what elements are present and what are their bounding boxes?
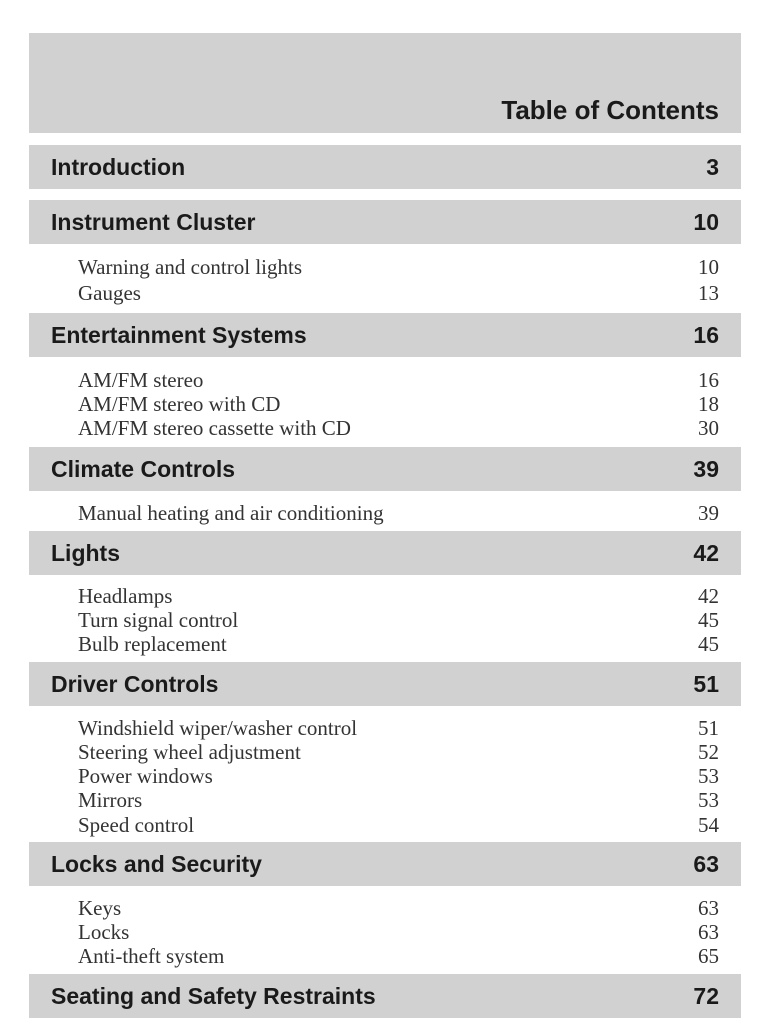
toc-section-introduction[interactable] bbox=[29, 145, 741, 189]
toc-entry-title[interactable]: Bulb replacement bbox=[78, 632, 227, 656]
toc-section-driver-controls[interactable] bbox=[29, 662, 741, 706]
toc-entry-title[interactable]: Anti-theft system bbox=[78, 944, 225, 968]
toc-entry-page: 16 bbox=[698, 368, 719, 392]
toc-entry-page: 54 bbox=[698, 813, 719, 837]
section-page-number: 42 bbox=[693, 540, 719, 566]
toc-entry-page: 65 bbox=[698, 944, 719, 968]
section-title: Climate Controls bbox=[51, 456, 236, 482]
toc-entry-page: 53 bbox=[698, 764, 719, 788]
toc-entry-page: 52 bbox=[698, 740, 719, 764]
toc-header-band bbox=[29, 33, 741, 133]
toc-entry-title[interactable]: Steering wheel adjustment bbox=[78, 740, 301, 764]
toc-entry-page: 42 bbox=[698, 584, 719, 608]
toc-entry-title[interactable]: AM/FM stereo cassette with CD bbox=[78, 416, 351, 440]
section-title: Instrument Cluster bbox=[51, 209, 256, 235]
toc-entry-page: 18 bbox=[698, 392, 719, 416]
toc-entry-page: 10 bbox=[698, 255, 719, 279]
toc-entry-title[interactable]: Mirrors bbox=[78, 788, 143, 812]
section-page-number: 16 bbox=[693, 322, 719, 348]
section-title: Driver Controls bbox=[51, 671, 219, 697]
section-title: Entertainment Systems bbox=[51, 322, 307, 348]
section-page-number: 3 bbox=[706, 154, 719, 180]
toc-entry-title[interactable]: Speed control bbox=[78, 813, 195, 837]
toc-entry-title[interactable]: Warning and control lights bbox=[78, 255, 303, 279]
toc-entry-title[interactable]: Keys bbox=[78, 896, 122, 920]
toc-section-locks-and-security[interactable] bbox=[29, 842, 741, 886]
toc-entry-title[interactable]: Windshield wiper/washer control bbox=[78, 716, 358, 740]
toc-entry-title[interactable]: Headlamps bbox=[78, 584, 173, 608]
toc-entry-page: 39 bbox=[698, 501, 719, 525]
toc-entry-page: 63 bbox=[698, 920, 719, 944]
toc-section-lights[interactable] bbox=[29, 531, 741, 575]
toc-entry-title[interactable]: AM/FM stereo with CD bbox=[78, 392, 281, 416]
toc-entry-title[interactable]: Gauges bbox=[78, 281, 141, 305]
section-title: Locks and Security bbox=[51, 851, 262, 877]
toc-entry-page: 13 bbox=[698, 281, 719, 305]
section-page-number: 63 bbox=[693, 851, 719, 877]
toc-entry-page: 53 bbox=[698, 788, 719, 812]
toc-section-instrument-cluster[interactable] bbox=[29, 200, 741, 244]
toc-entry-page: 63 bbox=[698, 896, 719, 920]
section-page-number: 10 bbox=[693, 209, 719, 235]
toc-entry-page: 45 bbox=[698, 632, 719, 656]
toc-entry-title[interactable]: Turn signal control bbox=[78, 608, 239, 632]
section-page-number: 39 bbox=[693, 456, 719, 482]
section-page-number: 72 bbox=[693, 983, 719, 1009]
toc-entry-title[interactable]: Locks bbox=[78, 920, 130, 944]
toc-section-climate-controls[interactable] bbox=[29, 447, 741, 491]
page-title: Table of Contents bbox=[501, 95, 719, 125]
toc-entry-title[interactable]: AM/FM stereo bbox=[78, 368, 204, 392]
toc-entry-title[interactable]: Manual heating and air conditioning bbox=[78, 501, 384, 525]
toc-entry-page: 45 bbox=[698, 608, 719, 632]
toc-section-entertainment-systems[interactable] bbox=[29, 313, 741, 357]
toc-entry-title[interactable]: Power windows bbox=[78, 764, 213, 788]
section-title: Introduction bbox=[51, 154, 186, 180]
toc-entry-page: 51 bbox=[698, 716, 719, 740]
section-page-number: 51 bbox=[693, 671, 719, 697]
toc-entry-page: 30 bbox=[698, 416, 719, 440]
section-title: Seating and Safety Restraints bbox=[51, 983, 376, 1009]
toc-section-seating-and-safety-restraints[interactable] bbox=[29, 974, 741, 1018]
section-title: Lights bbox=[51, 540, 120, 566]
